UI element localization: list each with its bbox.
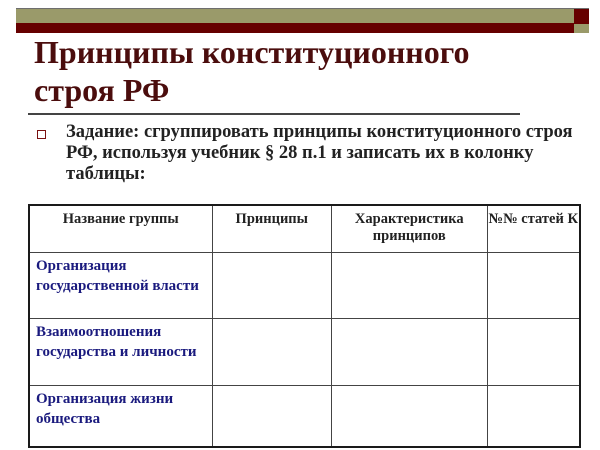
characteristics-cell[interactable]	[332, 386, 488, 448]
table-row	[29, 319, 580, 386]
header-corner-red-square	[574, 8, 589, 25]
articles-cell[interactable]	[487, 253, 580, 319]
table-header-row	[29, 205, 580, 253]
characteristics-cell[interactable]	[332, 253, 488, 319]
principles-cell[interactable]	[212, 319, 332, 386]
group-cell: Организация государственной власти	[29, 253, 212, 319]
table-row	[29, 386, 580, 448]
table-row	[29, 253, 580, 319]
articles-cell[interactable]	[487, 319, 580, 386]
header-group-name: Название группы	[29, 205, 212, 253]
header-principles: Принципы	[212, 205, 332, 253]
hollow-square-bullet-icon	[37, 130, 46, 139]
principles-table	[28, 204, 581, 448]
header-corner-olive-square	[574, 24, 589, 33]
principles-cell[interactable]	[212, 386, 332, 448]
group-cell: Взаимоотношения государства и личности	[29, 319, 212, 386]
articles-cell[interactable]	[487, 386, 580, 448]
header-decor-bar	[16, 8, 574, 34]
header-bar-red-stripe	[16, 23, 574, 33]
header-bar-olive-stripe	[16, 8, 574, 24]
characteristics-cell[interactable]	[332, 319, 488, 386]
title-divider	[28, 113, 520, 115]
principles-cell[interactable]	[212, 253, 332, 319]
slide-title: Принципы конституционного строя РФ	[34, 34, 470, 108]
header-article-numbers: №№ статей К	[487, 205, 580, 253]
task-text: Задание: сгруппировать принципы конституционного строя РФ, используя учебник § 28 п.1 и записать их в колонку таблицы:	[66, 122, 573, 184]
group-cell: Организация жизни общества	[29, 386, 212, 448]
header-characteristics: Характеристика принципов	[332, 205, 488, 253]
